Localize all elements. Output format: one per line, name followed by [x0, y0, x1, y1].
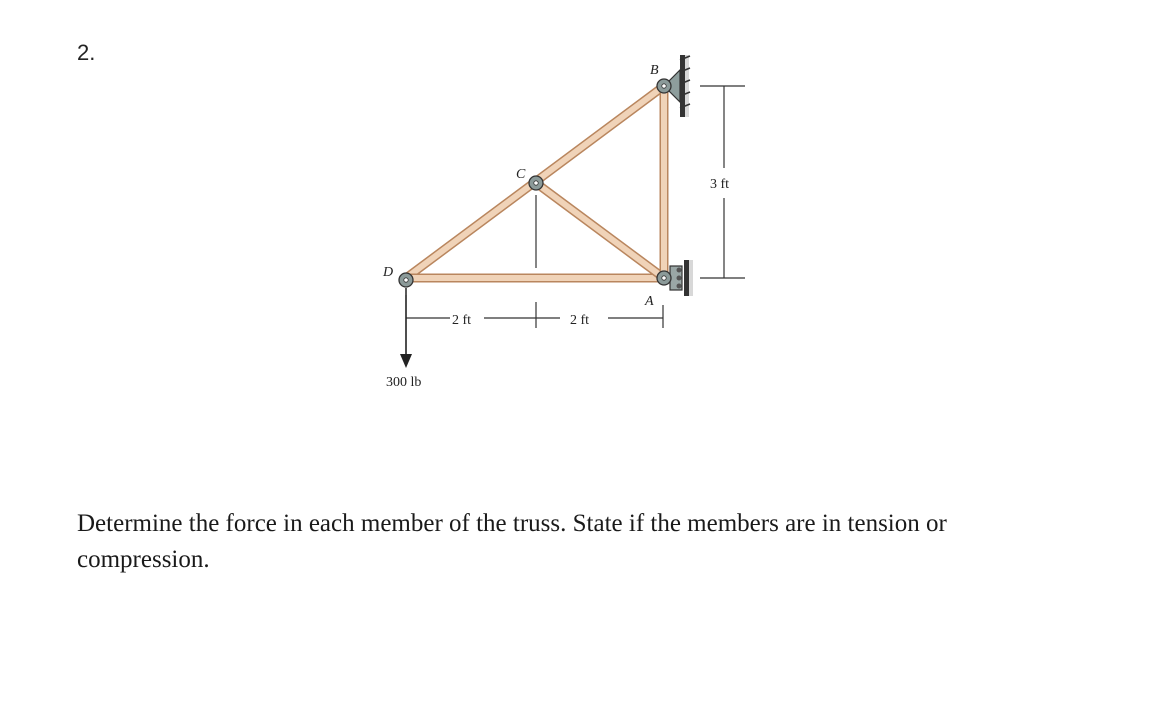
label-joint-C: C	[516, 167, 526, 182]
joint-D	[399, 273, 413, 287]
label-load: 300 lb	[386, 375, 422, 390]
label-joint-B: B	[650, 63, 659, 78]
member-CA	[536, 183, 664, 278]
labels	[382, 63, 729, 390]
load-arrow	[400, 288, 412, 368]
joint-C	[529, 176, 543, 190]
label-dimension-right: 2 ft	[570, 313, 590, 328]
label-dimension-height: 3 ft	[710, 177, 730, 192]
label-dimension-left: 2 ft	[452, 313, 472, 328]
problem-number: 2.	[77, 40, 96, 65]
joint-B	[657, 79, 671, 93]
problem-statement: Determine the force in each member of the truss. State if the members are in tension or compression.	[77, 510, 947, 573]
label-joint-A: A	[645, 294, 654, 309]
support-A	[670, 260, 693, 296]
label-joint-D: D	[383, 265, 394, 280]
joint-A	[657, 271, 671, 285]
